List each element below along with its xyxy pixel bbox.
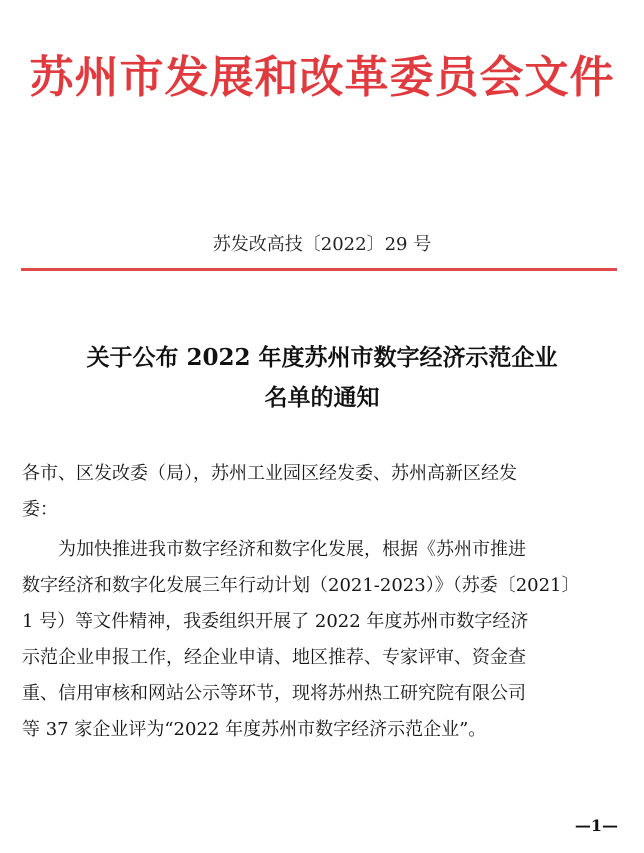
paragraph-line: 示范企业申报工作，经企业申请、地区推荐、专家评审、资金查 bbox=[22, 647, 526, 668]
document-number: 苏发改高技〔2022〕29 号 bbox=[212, 234, 432, 255]
body-paragraph bbox=[22, 532, 622, 748]
paragraph-line: 等 37 家企业评为“2022 年度苏州市数字经济示范企业”。 bbox=[22, 719, 487, 740]
notice-title-line: 名单的通知 bbox=[264, 384, 380, 411]
page-number: —1— bbox=[574, 816, 618, 835]
paragraph-line: 为加快推进我市数字经济和数字化发展，根据《苏州市推进 bbox=[58, 539, 526, 560]
addressee-line: 各市、区发改委（局），苏州工业园区经发委、苏州高新区经发 bbox=[22, 463, 517, 484]
paragraph-line: 数字经济和数字化发展三年行动计划（2021-2023）》（苏委〔2021〕 bbox=[22, 575, 580, 596]
paragraph-line: 1 号）等文件精神，我委组织开展了 2022 年度苏州市数字经济 bbox=[22, 611, 529, 632]
document-header-title: 苏州市发展和改革委员会文件 bbox=[29, 52, 615, 103]
addressee-line: 委： bbox=[22, 499, 58, 520]
paragraph-line: 重、信用审核和网站公示等环节，现将苏州热工研究院有限公司 bbox=[22, 683, 526, 704]
header-divider bbox=[21, 268, 617, 271]
notice-title-line: 关于公布 2022 年度苏州市数字经济示范企业 bbox=[86, 344, 558, 371]
notice-title bbox=[0, 338, 644, 418]
addressee bbox=[22, 456, 622, 528]
